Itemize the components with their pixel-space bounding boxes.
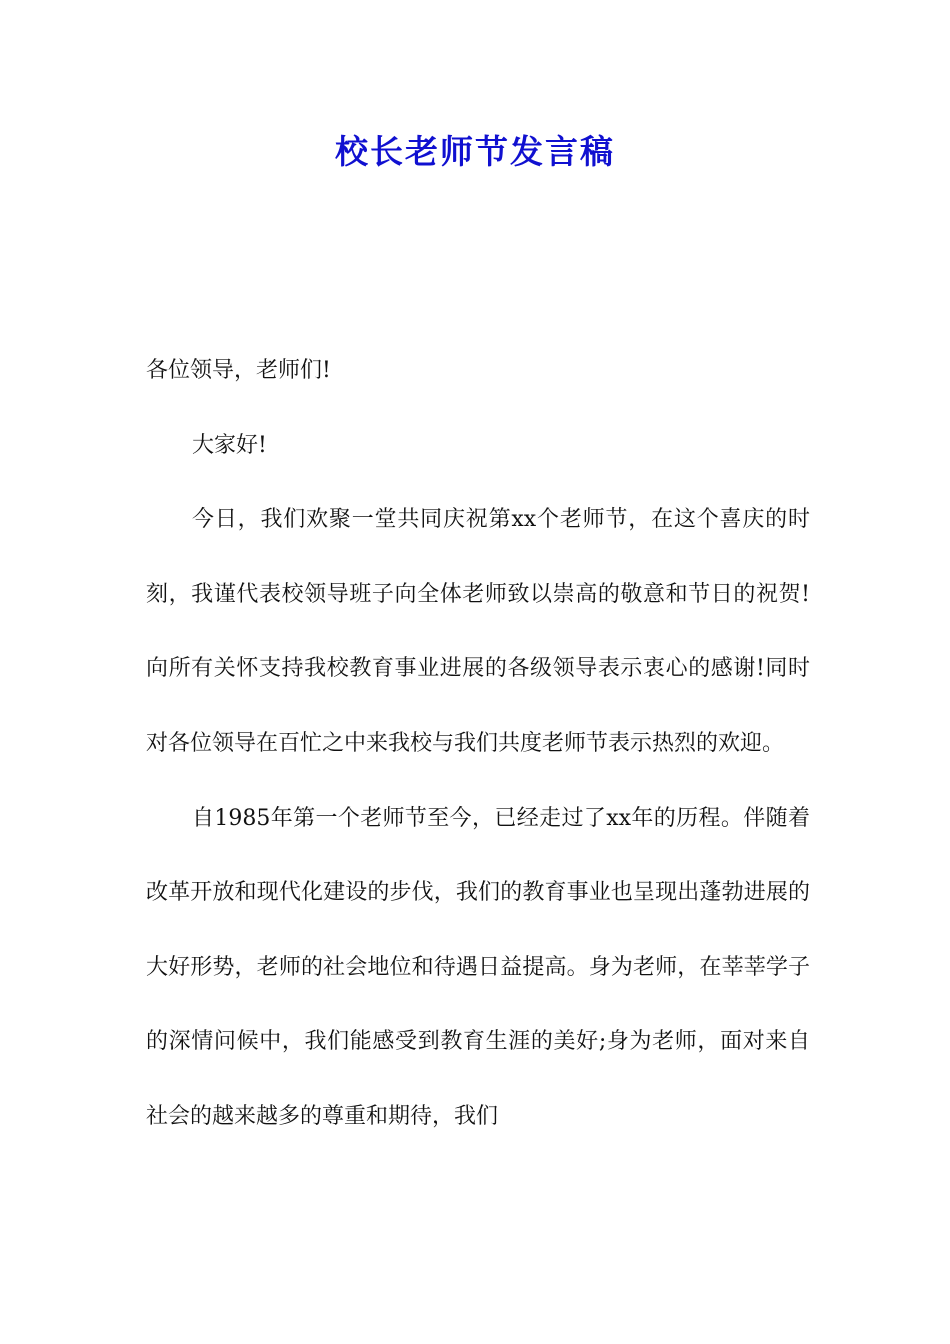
document-body bbox=[146, 334, 810, 1155]
salutation: 各位领导，老师们! bbox=[146, 358, 331, 383]
greeting: 大家好! bbox=[192, 432, 267, 458]
document-title: 校长老师节发言稿 bbox=[335, 132, 615, 171]
paragraph-1: 今日，我们欢聚一堂共同庆祝第xx个老师节，在这个喜庆的时刻，我谨代表校领导班子向全体老师致以崇高的敬意和节日的祝贺!向所有关怀支持我校教育事业进展的各级领导表示衷心的感谢!同时对各位领导在百忙之中来我校与我们共度老师节表示热烈的欢迎。 bbox=[146, 507, 810, 756]
paragraph-2: 自1985年第一个老师节至今，已经走过了xx年的历程。伴随着改革开放和现代化建设的步伐，我们的教育事业也呈现出蓬勃进展的大好形势，老师的社会地位和待遇日益提高。身为老师，在莘莘学子的深情问候中，我们能感受到教育生涯的美好;身为老师，面对来自社会的越来越多的尊重和期待，我们 bbox=[146, 805, 810, 1129]
